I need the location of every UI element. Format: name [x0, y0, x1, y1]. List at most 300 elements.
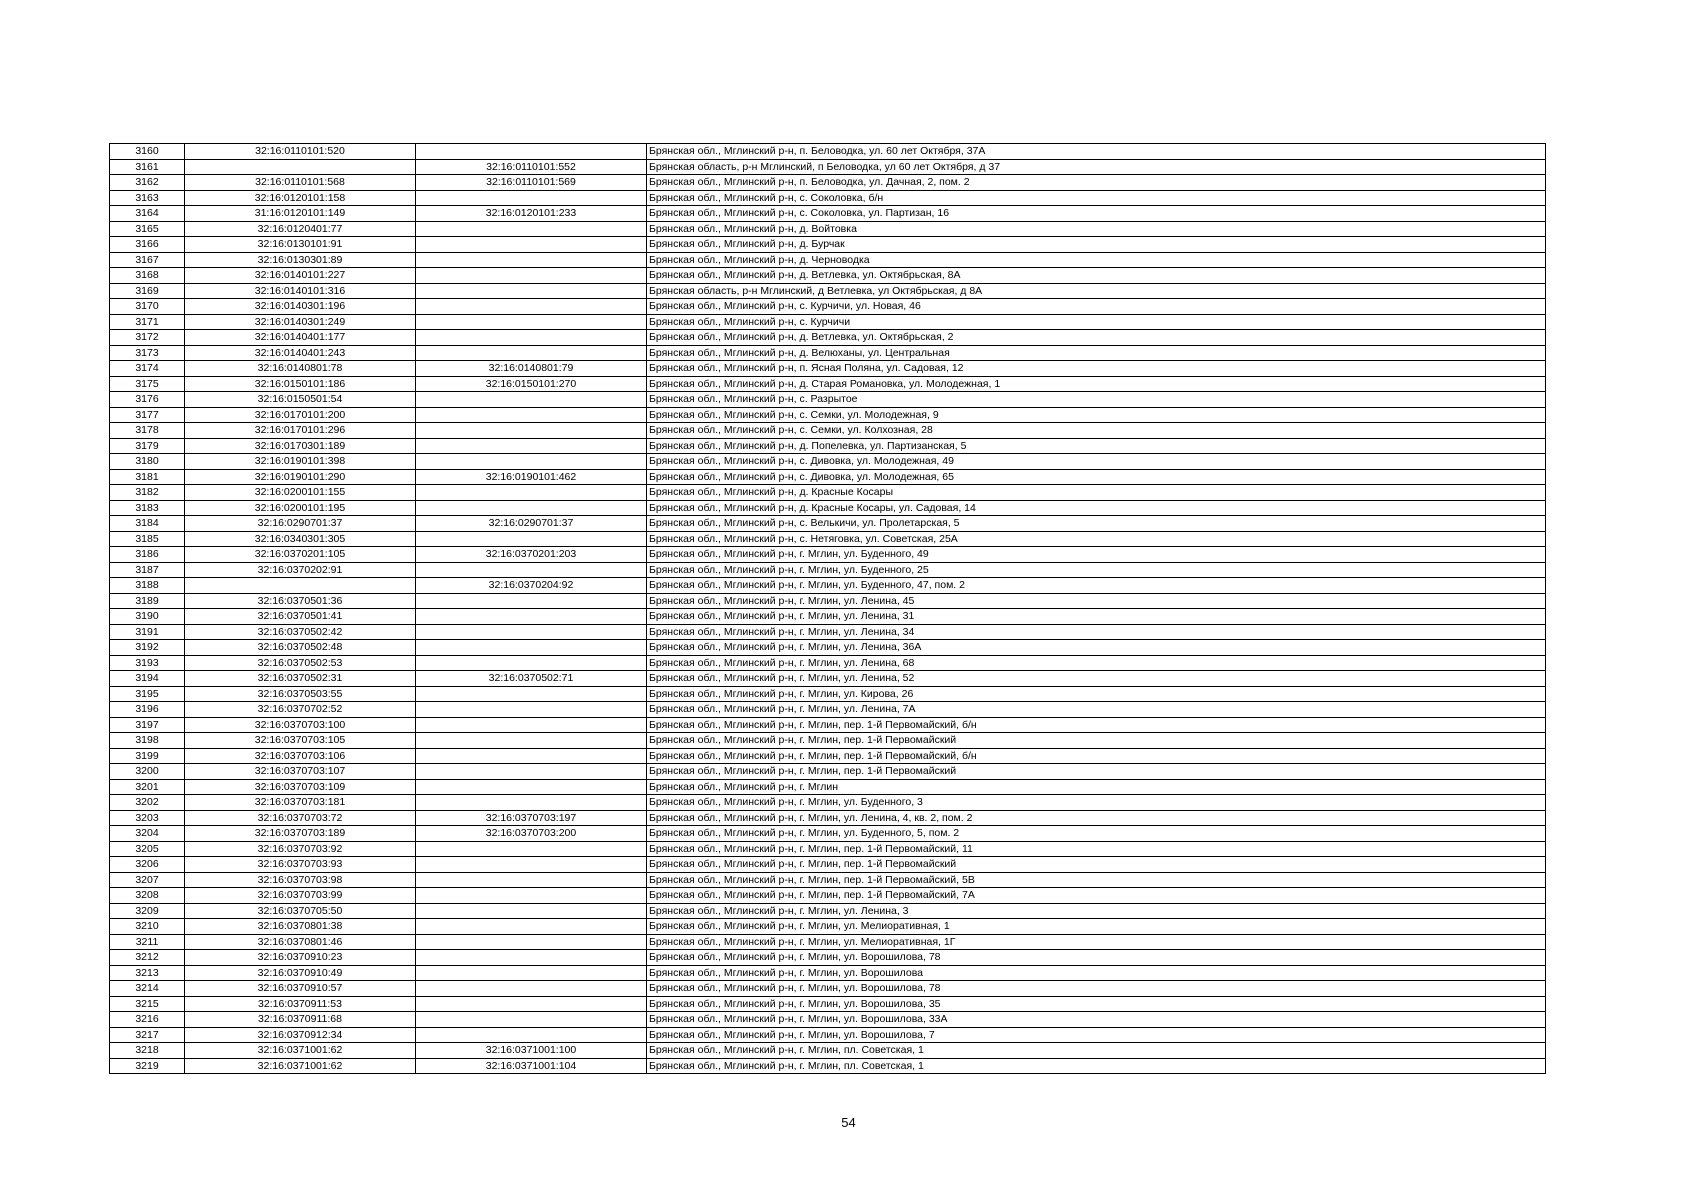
building-number-cell — [416, 144, 647, 160]
building-number-cell: 32:16:0190101:462 — [416, 469, 647, 485]
building-number-cell — [416, 562, 647, 578]
address-cell: Брянская обл., Мглинский р-н, г. Мглин, ул. Ленина, 4, кв. 2, пом. 2 — [647, 810, 1546, 826]
building-number-cell: 32:16:0370201:203 — [416, 547, 647, 563]
table-row — [110, 981, 1546, 997]
row-number-cell: 3219 — [110, 1058, 185, 1074]
row-number-cell: 3208 — [110, 888, 185, 904]
building-number-cell — [416, 748, 647, 764]
row-number-cell: 3212 — [110, 950, 185, 966]
cadastral-number-cell: 32:16:0140401:243 — [185, 345, 416, 361]
address-cell: Брянская обл., Мглинский р-н, г. Мглин, ул. Ворошилова, 35 — [647, 996, 1546, 1012]
row-number-cell: 3176 — [110, 392, 185, 408]
row-number-cell: 3203 — [110, 810, 185, 826]
cadastral-number-cell: 32:16:0150501:54 — [185, 392, 416, 408]
building-number-cell — [416, 996, 647, 1012]
table-row — [110, 996, 1546, 1012]
table-row — [110, 903, 1546, 919]
table-row — [110, 779, 1546, 795]
row-number-cell: 3171 — [110, 314, 185, 330]
row-number-cell: 3170 — [110, 299, 185, 315]
cadastral-number-cell: 32:16:0370702:52 — [185, 702, 416, 718]
cadastral-number-cell: 32:16:0370201:105 — [185, 547, 416, 563]
cadastral-number-cell: 32:16:0200101:155 — [185, 485, 416, 501]
table-row — [110, 376, 1546, 392]
cadastral-number-cell: 31:16:0120101:149 — [185, 206, 416, 222]
building-number-cell — [416, 438, 647, 454]
table-row — [110, 655, 1546, 671]
building-number-cell — [416, 965, 647, 981]
address-cell: Брянская обл., Мглинский р-н, г. Мглин, ул. Буденного, 5, пом. 2 — [647, 826, 1546, 842]
address-cell: Брянская обл., Мглинский р-н, г. Мглин, ул. Ленина, 45 — [647, 593, 1546, 609]
cadastral-number-cell: 32:16:0370910:23 — [185, 950, 416, 966]
row-number-cell: 3206 — [110, 857, 185, 873]
address-cell: Брянская обл., Мглинский р-н, г. Мглин, пер. 1-й Первомайский — [647, 857, 1546, 873]
address-cell: Брянская обл., Мглинский р-н, г. Мглин, ул. Буденного, 3 — [647, 795, 1546, 811]
address-cell: Брянская обл., Мглинский р-н, г. Мглин, ул. Ленина, 36А — [647, 640, 1546, 656]
cadastral-number-cell: 32:16:0140101:227 — [185, 268, 416, 284]
building-number-cell: 32:16:0140801:79 — [416, 361, 647, 377]
cadastral-number-cell: 32:16:0370502:53 — [185, 655, 416, 671]
building-number-cell — [416, 888, 647, 904]
address-cell: Брянская обл., Мглинский р-н, г. Мглин, пер. 1-й Первомайский, 5В — [647, 872, 1546, 888]
address-cell: Брянская обл., Мглинский р-н, д. Ветлевка, ул. Октябрьская, 2 — [647, 330, 1546, 346]
cadastral-number-cell: 32:16:0120401:77 — [185, 221, 416, 237]
table-row — [110, 857, 1546, 873]
building-number-cell — [416, 268, 647, 284]
registry-table — [109, 143, 1546, 1074]
table-row — [110, 624, 1546, 640]
row-number-cell: 3173 — [110, 345, 185, 361]
building-number-cell — [416, 841, 647, 857]
table-row — [110, 748, 1546, 764]
cadastral-number-cell: 32:16:0370911:53 — [185, 996, 416, 1012]
cadastral-number-cell: 32:16:0370501:36 — [185, 593, 416, 609]
row-number-cell: 3211 — [110, 934, 185, 950]
table-row — [110, 500, 1546, 516]
cadastral-number-cell: 32:16:0170101:296 — [185, 423, 416, 439]
row-number-cell: 3179 — [110, 438, 185, 454]
table-row — [110, 764, 1546, 780]
address-cell: Брянская обл., Мглинский р-н, г. Мглин, ул. Ворошилова, 78 — [647, 950, 1546, 966]
table-row — [110, 407, 1546, 423]
cadastral-number-cell: 32:16:0370703:106 — [185, 748, 416, 764]
row-number-cell: 3202 — [110, 795, 185, 811]
building-number-cell — [416, 1012, 647, 1028]
table-row — [110, 733, 1546, 749]
cadastral-number-cell: 32:16:0370910:49 — [185, 965, 416, 981]
table-row — [110, 454, 1546, 470]
building-number-cell — [416, 283, 647, 299]
cadastral-number-cell: 32:16:0140301:196 — [185, 299, 416, 315]
address-cell: Брянская обл., Мглинский р-н, г. Мглин, пер. 1-й Первомайский — [647, 764, 1546, 780]
cadastral-number-cell: 32:16:0370703:105 — [185, 733, 416, 749]
row-number-cell: 3163 — [110, 190, 185, 206]
cadastral-number-cell: 32:16:0200101:195 — [185, 500, 416, 516]
building-number-cell: 32:16:0370204:92 — [416, 578, 647, 594]
building-number-cell — [416, 950, 647, 966]
address-cell: Брянская область, р-н Мглинский, д Ветлевка, ул Октябрьская, д 8А — [647, 283, 1546, 299]
cadastral-number-cell: 32:16:0120101:158 — [185, 190, 416, 206]
row-number-cell: 3164 — [110, 206, 185, 222]
address-cell: Брянская обл., Мглинский р-н, с. Курчичи, ул. Новая, 46 — [647, 299, 1546, 315]
cadastral-number-cell: 32:16:0190101:398 — [185, 454, 416, 470]
table-row — [110, 609, 1546, 625]
row-number-cell: 3168 — [110, 268, 185, 284]
table-row — [110, 268, 1546, 284]
building-number-cell — [416, 407, 647, 423]
table-row — [110, 144, 1546, 160]
table-row — [110, 175, 1546, 191]
cadastral-number-cell: 32:16:0370703:107 — [185, 764, 416, 780]
row-number-cell: 3199 — [110, 748, 185, 764]
row-number-cell: 3189 — [110, 593, 185, 609]
address-cell: Брянская обл., Мглинский р-н, г. Мглин, ул. Мелиоративная, 1Г — [647, 934, 1546, 950]
cadastral-number-cell: 32:16:0110101:520 — [185, 144, 416, 160]
building-number-cell — [416, 221, 647, 237]
building-number-cell — [416, 345, 647, 361]
table-row — [110, 593, 1546, 609]
building-number-cell — [416, 330, 647, 346]
cadastral-number-cell: 32:16:0130301:89 — [185, 252, 416, 268]
address-cell: Брянская обл., Мглинский р-н, г. Мглин, ул. Ворошилова — [647, 965, 1546, 981]
cadastral-number-cell: 32:16:0140401:177 — [185, 330, 416, 346]
building-number-cell — [416, 593, 647, 609]
table-row — [110, 221, 1546, 237]
address-cell: Брянская обл., Мглинский р-н, д. Черноводка — [647, 252, 1546, 268]
address-cell: Брянская обл., Мглинский р-н, г. Мглин, ул. Ленина, 7А — [647, 702, 1546, 718]
table-row — [110, 717, 1546, 733]
table-row — [110, 562, 1546, 578]
address-cell: Брянская обл., Мглинский р-н, д. Попелевка, ул. Партизанская, 5 — [647, 438, 1546, 454]
cadastral-number-cell: 32:16:0370912:34 — [185, 1027, 416, 1043]
row-number-cell: 3188 — [110, 578, 185, 594]
address-cell: Брянская обл., Мглинский р-н, г. Мглин, пер. 1-й Первомайский, 7А — [647, 888, 1546, 904]
building-number-cell — [416, 981, 647, 997]
building-number-cell — [416, 423, 647, 439]
cadastral-number-cell: 32:16:0370703:181 — [185, 795, 416, 811]
address-cell: Брянская обл., Мглинский р-н, г. Мглин, ул. Буденного, 49 — [647, 547, 1546, 563]
address-cell: Брянская обл., Мглинский р-н, г. Мглин, ул. Буденного, 25 — [647, 562, 1546, 578]
building-number-cell — [416, 500, 647, 516]
building-number-cell — [416, 485, 647, 501]
address-cell: Брянская обл., Мглинский р-н, г. Мглин, пер. 1-й Первомайский, 11 — [647, 841, 1546, 857]
table-row — [110, 1012, 1546, 1028]
cadastral-number-cell: 32:16:0370501:41 — [185, 609, 416, 625]
row-number-cell: 3192 — [110, 640, 185, 656]
row-number-cell: 3178 — [110, 423, 185, 439]
row-number-cell: 3177 — [110, 407, 185, 423]
row-number-cell: 3217 — [110, 1027, 185, 1043]
table-row — [110, 965, 1546, 981]
cadastral-number-cell: 32:16:0370801:46 — [185, 934, 416, 950]
table-row — [110, 671, 1546, 687]
cadastral-number-cell: 32:16:0370703:99 — [185, 888, 416, 904]
table-row — [110, 531, 1546, 547]
address-cell: Брянская обл., Мглинский р-н, п. Беловодка, ул. Дачная, 2, пом. 2 — [647, 175, 1546, 191]
building-number-cell: 32:16:0110101:569 — [416, 175, 647, 191]
table-row — [110, 795, 1546, 811]
address-cell: Брянская обл., Мглинский р-н, г. Мглин, ул. Ворошилова, 33А — [647, 1012, 1546, 1028]
cadastral-number-cell: 32:16:0370703:72 — [185, 810, 416, 826]
row-number-cell: 3180 — [110, 454, 185, 470]
address-cell: Брянская обл., Мглинский р-н, с. Семки, ул. Молодежная, 9 — [647, 407, 1546, 423]
cadastral-number-cell: 32:16:0370503:55 — [185, 686, 416, 702]
row-number-cell: 3201 — [110, 779, 185, 795]
table-row — [110, 159, 1546, 175]
row-number-cell: 3218 — [110, 1043, 185, 1059]
building-number-cell: 32:16:0370703:197 — [416, 810, 647, 826]
row-number-cell: 3174 — [110, 361, 185, 377]
building-number-cell — [416, 624, 647, 640]
page-number: 54 — [841, 1115, 856, 1130]
address-cell: Брянская обл., Мглинский р-н, с. Соколовка, ул. Партизан, 16 — [647, 206, 1546, 222]
address-cell: Брянская обл., Мглинский р-н, г. Мглин — [647, 779, 1546, 795]
building-number-cell — [416, 531, 647, 547]
row-number-cell: 3197 — [110, 717, 185, 733]
row-number-cell: 3181 — [110, 469, 185, 485]
cadastral-number-cell: 32:16:0370502:31 — [185, 671, 416, 687]
cadastral-number-cell: 32:16:0371001:62 — [185, 1043, 416, 1059]
row-number-cell: 3187 — [110, 562, 185, 578]
row-number-cell: 3184 — [110, 516, 185, 532]
address-cell: Брянская обл., Мглинский р-н, г. Мглин, ул. Кирова, 26 — [647, 686, 1546, 702]
building-number-cell — [416, 392, 647, 408]
building-number-cell: 32:16:0370502:71 — [416, 671, 647, 687]
cadastral-number-cell: 32:16:0130101:91 — [185, 237, 416, 253]
cadastral-number-cell: 32:16:0370705:50 — [185, 903, 416, 919]
cadastral-number-cell: 32:16:0370703:98 — [185, 872, 416, 888]
table-row — [110, 516, 1546, 532]
address-cell: Брянская обл., Мглинский р-н, г. Мглин, ул. Ворошилова, 78 — [647, 981, 1546, 997]
table-row — [110, 345, 1546, 361]
table-row — [110, 686, 1546, 702]
building-number-cell — [416, 919, 647, 935]
cadastral-number-cell: 32:16:0110101:568 — [185, 175, 416, 191]
building-number-cell — [416, 795, 647, 811]
building-number-cell: 32:16:0150101:270 — [416, 376, 647, 392]
address-cell: Брянская обл., Мглинский р-н, д. Велюханы, ул. Центральная — [647, 345, 1546, 361]
table-row — [110, 1043, 1546, 1059]
address-cell: Брянская обл., Мглинский р-н, д. Красные Косары — [647, 485, 1546, 501]
building-number-cell — [416, 857, 647, 873]
address-cell: Брянская обл., Мглинский р-н, д. Войтовка — [647, 221, 1546, 237]
table-body — [110, 144, 1546, 1074]
cadastral-number-cell: 32:16:0290701:37 — [185, 516, 416, 532]
address-cell: Брянская обл., Мглинский р-н, г. Мглин, пл. Советская, 1 — [647, 1058, 1546, 1074]
cadastral-number-cell: 32:16:0370801:38 — [185, 919, 416, 935]
row-number-cell: 3207 — [110, 872, 185, 888]
building-number-cell — [416, 717, 647, 733]
cadastral-number-cell: 32:16:0170301:189 — [185, 438, 416, 454]
table-row — [110, 888, 1546, 904]
address-cell: Брянская обл., Мглинский р-н, с. Дивовка, ул. Молодежная, 65 — [647, 469, 1546, 485]
address-cell: Брянская обл., Мглинский р-н, с. Соколовка, б/н — [647, 190, 1546, 206]
address-cell: Брянская обл., Мглинский р-н, г. Мглин, ул. Мелиоративная, 1 — [647, 919, 1546, 935]
building-number-cell — [416, 454, 647, 470]
building-number-cell — [416, 872, 647, 888]
address-cell: Брянская обл., Мглинский р-н, г. Мглин, ул. Ленина, 52 — [647, 671, 1546, 687]
table-row — [110, 810, 1546, 826]
cadastral-number-cell: 32:16:0370910:57 — [185, 981, 416, 997]
table-row — [110, 423, 1546, 439]
address-cell: Брянская обл., Мглинский р-н, с. Нетяговка, ул. Советская, 25А — [647, 531, 1546, 547]
table-row — [110, 314, 1546, 330]
building-number-cell — [416, 779, 647, 795]
row-number-cell: 3210 — [110, 919, 185, 935]
table-row — [110, 841, 1546, 857]
table-row — [110, 361, 1546, 377]
table-row — [110, 872, 1546, 888]
cadastral-number-cell: 32:16:0371001:62 — [185, 1058, 416, 1074]
address-cell: Брянская область, р-н Мглинский, п Беловодка, ул 60 лет Октября, д 37 — [647, 159, 1546, 175]
table-row — [110, 1058, 1546, 1074]
table-row — [110, 252, 1546, 268]
building-number-cell — [416, 237, 647, 253]
cadastral-number-cell: 32:16:0190101:290 — [185, 469, 416, 485]
table-row — [110, 469, 1546, 485]
cadastral-number-cell: 32:16:0370703:109 — [185, 779, 416, 795]
row-number-cell: 3198 — [110, 733, 185, 749]
building-number-cell — [416, 252, 647, 268]
building-number-cell — [416, 299, 647, 315]
cadastral-number-cell: 32:16:0370202:91 — [185, 562, 416, 578]
address-cell: Брянская обл., Мглинский р-н, г. Мглин, пер. 1-й Первомайский — [647, 733, 1546, 749]
row-number-cell: 3183 — [110, 500, 185, 516]
table-row — [110, 485, 1546, 501]
address-cell: Брянская обл., Мглинский р-н, г. Мглин, ул. Ленина, 3 — [647, 903, 1546, 919]
table-row — [110, 934, 1546, 950]
address-cell: Брянская обл., Мглинский р-н, г. Мглин, ул. Ленина, 68 — [647, 655, 1546, 671]
table-row — [110, 950, 1546, 966]
table-row — [110, 640, 1546, 656]
cadastral-number-cell: 32:16:0140301:249 — [185, 314, 416, 330]
building-number-cell — [416, 190, 647, 206]
cadastral-number-cell: 32:16:0370703:100 — [185, 717, 416, 733]
row-number-cell: 3200 — [110, 764, 185, 780]
building-number-cell: 32:16:0371001:104 — [416, 1058, 647, 1074]
cadastral-number-cell: 32:16:0370703:189 — [185, 826, 416, 842]
row-number-cell: 3162 — [110, 175, 185, 191]
cadastral-number-cell: 32:16:0370502:48 — [185, 640, 416, 656]
row-number-cell: 3167 — [110, 252, 185, 268]
cadastral-number-cell: 32:16:0140801:78 — [185, 361, 416, 377]
building-number-cell — [416, 934, 647, 950]
building-number-cell — [416, 655, 647, 671]
table-row — [110, 826, 1546, 842]
cadastral-number-cell: 32:16:0140101:316 — [185, 283, 416, 299]
table-row — [110, 190, 1546, 206]
cadastral-number-cell: 32:16:0340301:305 — [185, 531, 416, 547]
address-cell: Брянская обл., Мглинский р-н, с. Семки, ул. Колхозная, 28 — [647, 423, 1546, 439]
building-number-cell — [416, 640, 647, 656]
building-number-cell — [416, 764, 647, 780]
row-number-cell: 3209 — [110, 903, 185, 919]
row-number-cell: 3204 — [110, 826, 185, 842]
address-cell: Брянская обл., Мглинский р-н, г. Мглин, пл. Советская, 1 — [647, 1043, 1546, 1059]
table-row — [110, 283, 1546, 299]
row-number-cell: 3161 — [110, 159, 185, 175]
address-cell: Брянская обл., Мглинский р-н, с. Велькичи, ул. Пролетарская, 5 — [647, 516, 1546, 532]
cadastral-number-cell: 32:16:0370703:93 — [185, 857, 416, 873]
building-number-cell — [416, 686, 647, 702]
address-cell: Брянская обл., Мглинский р-н, г. Мглин, ул. Ленина, 34 — [647, 624, 1546, 640]
address-cell: Брянская обл., Мглинский р-н, с. Дивовка, ул. Молодежная, 49 — [647, 454, 1546, 470]
row-number-cell: 3160 — [110, 144, 185, 160]
address-cell: Брянская обл., Мглинский р-н, п. Беловодка, ул. 60 лет Октября, 37А — [647, 144, 1546, 160]
table-row — [110, 1027, 1546, 1043]
address-cell: Брянская обл., Мглинский р-н, с. Курчичи — [647, 314, 1546, 330]
row-number-cell: 3186 — [110, 547, 185, 563]
row-number-cell: 3205 — [110, 841, 185, 857]
cadastral-number-cell: 32:16:0370911:68 — [185, 1012, 416, 1028]
building-number-cell: 32:16:0110101:552 — [416, 159, 647, 175]
table-row — [110, 299, 1546, 315]
building-number-cell: 32:16:0371001:100 — [416, 1043, 647, 1059]
cadastral-number-cell: 32:16:0170101:200 — [185, 407, 416, 423]
building-number-cell — [416, 733, 647, 749]
address-cell: Брянская обл., Мглинский р-н, д. Старая Романовка, ул. Молодежная, 1 — [647, 376, 1546, 392]
row-number-cell: 3185 — [110, 531, 185, 547]
address-cell: Брянская обл., Мглинский р-н, г. Мглин, пер. 1-й Первомайский, б/н — [647, 748, 1546, 764]
row-number-cell: 3216 — [110, 1012, 185, 1028]
address-cell: Брянская обл., Мглинский р-н, с. Разрытое — [647, 392, 1546, 408]
row-number-cell: 3215 — [110, 996, 185, 1012]
row-number-cell: 3196 — [110, 702, 185, 718]
row-number-cell: 3166 — [110, 237, 185, 253]
address-cell: Брянская обл., Мглинский р-н, п. Ясная Поляна, ул. Садовая, 12 — [647, 361, 1546, 377]
cadastral-number-cell: 32:16:0370703:92 — [185, 841, 416, 857]
address-cell: Брянская обл., Мглинский р-н, г. Мглин, пер. 1-й Первомайский, б/н — [647, 717, 1546, 733]
row-number-cell: 3194 — [110, 671, 185, 687]
row-number-cell: 3182 — [110, 485, 185, 501]
cadastral-number-cell — [185, 578, 416, 594]
address-cell: Брянская обл., Мглинский р-н, г. Мглин, ул. Буденного, 47, пом. 2 — [647, 578, 1546, 594]
cadastral-number-cell: 32:16:0370502:42 — [185, 624, 416, 640]
row-number-cell: 3213 — [110, 965, 185, 981]
table-row — [110, 392, 1546, 408]
row-number-cell: 3165 — [110, 221, 185, 237]
building-number-cell — [416, 702, 647, 718]
row-number-cell: 3169 — [110, 283, 185, 299]
building-number-cell — [416, 314, 647, 330]
row-number-cell: 3195 — [110, 686, 185, 702]
table-row — [110, 919, 1546, 935]
address-cell: Брянская обл., Мглинский р-н, д. Красные Косары, ул. Садовая, 14 — [647, 500, 1546, 516]
building-number-cell — [416, 903, 647, 919]
cadastral-number-cell: 32:16:0150101:186 — [185, 376, 416, 392]
building-number-cell: 32:16:0120101:233 — [416, 206, 647, 222]
row-number-cell: 3193 — [110, 655, 185, 671]
address-cell: Брянская обл., Мглинский р-н, д. Бурчак — [647, 237, 1546, 253]
row-number-cell: 3191 — [110, 624, 185, 640]
row-number-cell: 3190 — [110, 609, 185, 625]
table-row — [110, 547, 1546, 563]
building-number-cell: 32:16:0370703:200 — [416, 826, 647, 842]
address-cell: Брянская обл., Мглинский р-н, д. Ветлевка, ул. Октябрьская, 8А — [647, 268, 1546, 284]
building-number-cell — [416, 1027, 647, 1043]
table-row — [110, 578, 1546, 594]
table-row — [110, 237, 1546, 253]
cadastral-number-cell — [185, 159, 416, 175]
row-number-cell: 3172 — [110, 330, 185, 346]
address-cell: Брянская обл., Мглинский р-н, г. Мглин, ул. Ворошилова, 7 — [647, 1027, 1546, 1043]
table-row — [110, 330, 1546, 346]
row-number-cell: 3214 — [110, 981, 185, 997]
row-number-cell: 3175 — [110, 376, 185, 392]
table-row — [110, 702, 1546, 718]
table-row — [110, 206, 1546, 222]
building-number-cell: 32:16:0290701:37 — [416, 516, 647, 532]
